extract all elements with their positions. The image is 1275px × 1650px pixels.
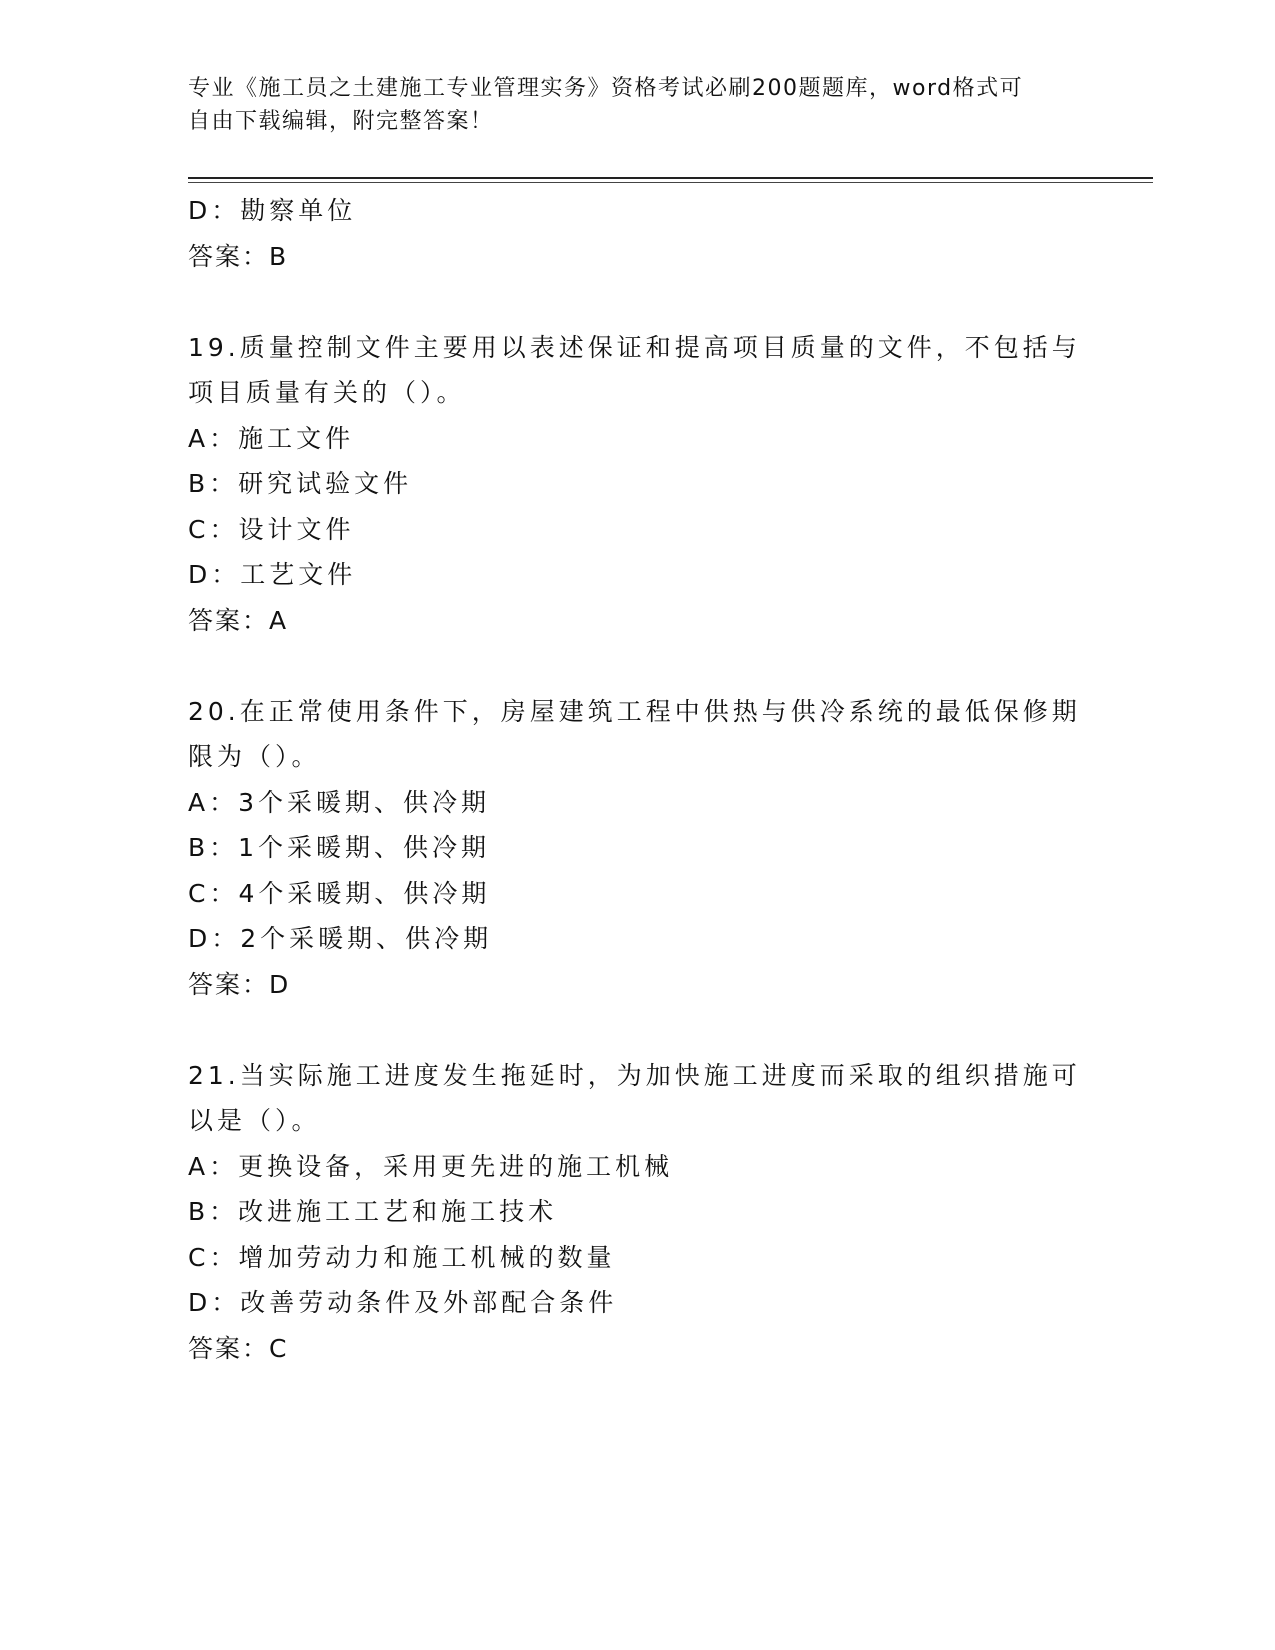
- previous-question-tail: [188, 188, 1088, 279]
- header-title-line-1: 专业《施工员之土建施工专业管理实务》资格考试必刷200题题库，word格式可: [188, 76, 1024, 101]
- option-b: B：1个采暖期、供冷期: [188, 833, 491, 862]
- question-stem-line-2: 项目质量有关的（）。: [188, 378, 466, 407]
- question-stem-line-1: 20.在正常使用条件下，房屋建筑工程中供热与供冷系统的最低保修期: [188, 696, 1081, 726]
- option-d: D：工艺文件: [188, 560, 357, 589]
- option-c: C：4个采暖期、供冷期: [188, 878, 491, 908]
- question-stem: [188, 689, 1088, 780]
- answer-label: 答案：B: [188, 241, 289, 271]
- spacer: [188, 279, 1088, 325]
- option-d: D：2个采暖期、供冷期: [188, 924, 493, 953]
- option-a: A：3个采暖期、供冷期: [188, 787, 491, 817]
- question-stem: [188, 1053, 1088, 1144]
- option-d: D：勘察单位: [188, 196, 357, 225]
- option-b: B：研究试验文件: [188, 469, 413, 498]
- option-c: C：增加劳动力和施工机械的数量: [188, 1242, 616, 1272]
- header-divider-thin: [188, 182, 1153, 183]
- question-20: [188, 689, 1088, 1008]
- option-b: B：改进施工工艺和施工技术: [188, 1197, 558, 1226]
- option-a: A：更换设备，采用更先进的施工机械: [188, 1151, 674, 1181]
- question-stem: [188, 325, 1088, 416]
- option-d: D：改善劳动条件及外部配合条件: [188, 1288, 618, 1317]
- option-a: A：施工文件: [188, 423, 355, 453]
- question-stem-line-2: 以是（）。: [188, 1106, 321, 1135]
- answer-label: 答案：C: [188, 1333, 289, 1363]
- question-list: [188, 188, 1088, 1371]
- question-stem-line-2: 限为（）。: [188, 742, 321, 771]
- spacer: [188, 643, 1088, 689]
- header-title-line-2: 自由下载编辑，附完整答案！: [188, 109, 494, 134]
- answer-label: 答案：A: [188, 605, 289, 635]
- question-stem-line-1: 19.质量控制文件主要用以表述保证和提高项目质量的文件，不包括与: [188, 332, 1081, 362]
- question-21: [188, 1053, 1088, 1372]
- question-19: [188, 325, 1088, 644]
- question-stem-line-1: 21.当实际施工进度发生拖延时，为加快施工进度而采取的组织措施可: [188, 1060, 1081, 1090]
- spacer: [188, 1007, 1088, 1053]
- option-c: C：设计文件: [188, 514, 355, 544]
- document-header: [188, 72, 1068, 138]
- answer-label: 答案：D: [188, 969, 291, 999]
- header-divider: [188, 177, 1153, 179]
